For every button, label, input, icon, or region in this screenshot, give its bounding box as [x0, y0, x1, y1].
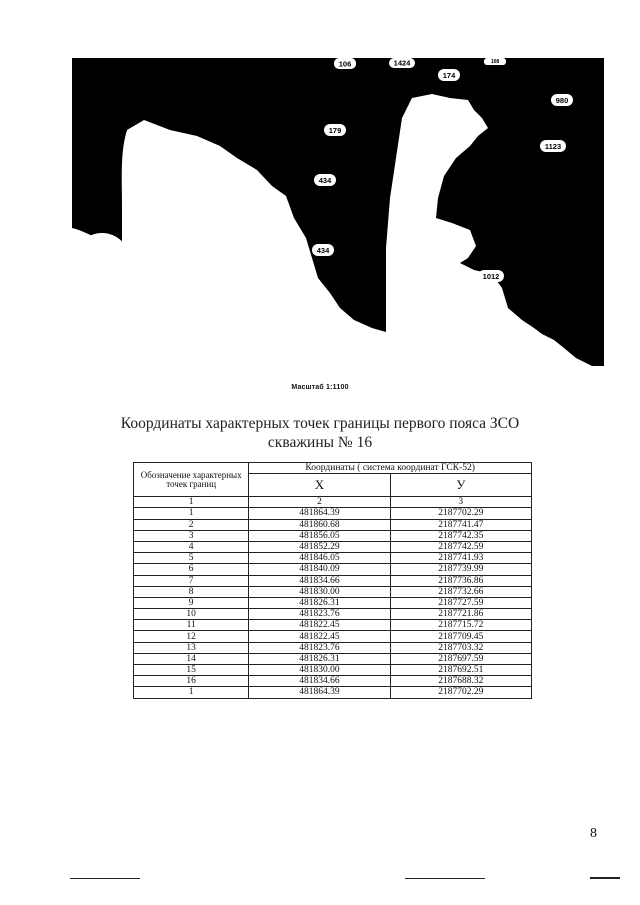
table-row — [134, 620, 532, 631]
table-header-row — [134, 463, 532, 474]
point-number-cell: 2 — [134, 519, 249, 530]
x-coordinate-cell: 481856.05 — [249, 530, 390, 541]
table-row — [134, 541, 532, 552]
y-coordinate-cell: 2187692.51 — [390, 665, 531, 676]
page-number: 8 — [590, 826, 597, 841]
point-number-cell: 4 — [134, 541, 249, 552]
x-coordinate-cell: 481834.66 — [249, 676, 390, 687]
y-coordinate-cell: 2187742.59 — [390, 541, 531, 552]
map-label-1424: 1424 — [393, 58, 411, 68]
y-coordinate-cell: 2187732.66 — [390, 586, 531, 597]
map-label-980: 980 — [555, 96, 569, 105]
y-coordinate-cell: 2187741.93 — [390, 553, 531, 564]
map-label-1012: 1012 — [482, 272, 500, 281]
scan-mark — [590, 877, 620, 879]
table-row — [134, 575, 532, 586]
header-coordinates: Координаты ( система координат ГСК-52) — [249, 463, 532, 474]
map-label-434-1: 434 — [318, 176, 332, 185]
y-coordinate-cell: 2187697.59 — [390, 653, 531, 664]
map-label-174: 174 — [442, 71, 456, 80]
x-coordinate-cell: 481852.29 — [249, 541, 390, 552]
cadastral-map — [72, 58, 604, 382]
scan-mark — [405, 878, 485, 879]
point-number-cell: 9 — [134, 597, 249, 608]
table-row — [134, 530, 532, 541]
table-row — [134, 519, 532, 530]
point-number-cell: 12 — [134, 631, 249, 642]
map-label-1158: 1158 — [468, 214, 486, 223]
coordinates-table — [133, 462, 532, 699]
y-coordinate-cell: 2187741.47 — [390, 519, 531, 530]
x-coordinate-cell: 481826.31 — [249, 653, 390, 664]
table-row — [134, 609, 532, 620]
scan-mark — [70, 878, 140, 879]
point-number-cell: 14 — [134, 653, 249, 664]
x-coordinate-cell: 481826.31 — [249, 597, 390, 608]
y-coordinate-cell: 2187721.86 — [390, 609, 531, 620]
point-number-cell: 1 — [134, 508, 249, 519]
table-index-row — [134, 497, 532, 508]
point-number-cell: 5 — [134, 553, 249, 564]
table-row — [134, 597, 532, 608]
map-label-1123: 1123 — [544, 142, 562, 151]
x-coordinate-cell: 481840.09 — [249, 564, 390, 575]
point-number-cell: 13 — [134, 642, 249, 653]
x-coordinate-cell: 481864.39 — [249, 508, 390, 519]
point-number-cell: 8 — [134, 586, 249, 597]
table-row — [134, 564, 532, 575]
y-coordinate-cell: 2187709.45 — [390, 631, 531, 642]
index-cell: 2 — [249, 497, 390, 508]
point-number-cell: 15 — [134, 665, 249, 676]
index-cell: 1 — [134, 497, 249, 508]
x-coordinate-cell: 481823.76 — [249, 609, 390, 620]
index-cell: 3 — [390, 497, 531, 508]
x-coordinate-cell: 481822.45 — [249, 620, 390, 631]
table-row — [134, 653, 532, 664]
y-coordinate-cell: 2187702.29 — [390, 687, 531, 698]
page-title — [100, 414, 540, 452]
table-row — [134, 687, 532, 698]
y-coordinate-cell: 2187688.32 — [390, 676, 531, 687]
map-label-179: 179 — [328, 126, 342, 135]
y-coordinate-cell: 2187736.86 — [390, 575, 531, 586]
map-drawing — [72, 58, 604, 382]
point-number-cell: 16 — [134, 676, 249, 687]
x-coordinate-cell: 481830.00 — [249, 586, 390, 597]
map-label-108: 108 — [490, 59, 500, 65]
point-number-cell: 7 — [134, 575, 249, 586]
table-body — [134, 508, 532, 698]
map-scale-label: Масштаб 1:1100 — [291, 384, 349, 391]
table-row — [134, 642, 532, 653]
y-coordinate-cell: 2187715.72 — [390, 620, 531, 631]
table-row — [134, 631, 532, 642]
page-title-line-1: Координаты характерных точек границы первого пояса ЗСО — [120, 415, 520, 432]
point-number-cell: 11 — [134, 620, 249, 631]
x-coordinate-cell: 481846.05 — [249, 553, 390, 564]
header-y: У — [390, 474, 531, 497]
table-row — [134, 665, 532, 676]
table-row — [134, 586, 532, 597]
y-coordinate-cell: 2187702.29 — [390, 508, 531, 519]
map-label-434-2: 434 — [316, 246, 330, 255]
x-coordinate-cell: 481864.39 — [249, 687, 390, 698]
map-label-106: 106 — [338, 59, 352, 69]
map-white-bottom-strip — [152, 374, 604, 382]
table-row — [134, 553, 532, 564]
map-label-1159: 1159 — [477, 133, 495, 142]
point-number-cell: 3 — [134, 530, 249, 541]
y-coordinate-cell: 2187742.35 — [390, 530, 531, 541]
header-point-name: Обозначение характерных точек границ — [134, 463, 249, 497]
x-coordinate-cell: 481860.68 — [249, 519, 390, 530]
point-number-cell: 1 — [134, 687, 249, 698]
point-number-cell: 6 — [134, 564, 249, 575]
y-coordinate-cell: 2187727.59 — [390, 597, 531, 608]
map-white-blob-1 — [74, 233, 130, 289]
x-coordinate-cell: 481830.00 — [249, 665, 390, 676]
x-coordinate-cell: 481822.45 — [249, 631, 390, 642]
header-x: Х — [249, 474, 390, 497]
x-coordinate-cell: 481823.76 — [249, 642, 390, 653]
point-number-cell: 10 — [134, 609, 249, 620]
table-row — [134, 508, 532, 519]
x-coordinate-cell: 481834.66 — [249, 575, 390, 586]
table-row — [134, 676, 532, 687]
y-coordinate-cell: 2187739.99 — [390, 564, 531, 575]
page-title-line-2: скважины № 16 — [267, 434, 373, 451]
y-coordinate-cell: 2187703.32 — [390, 642, 531, 653]
